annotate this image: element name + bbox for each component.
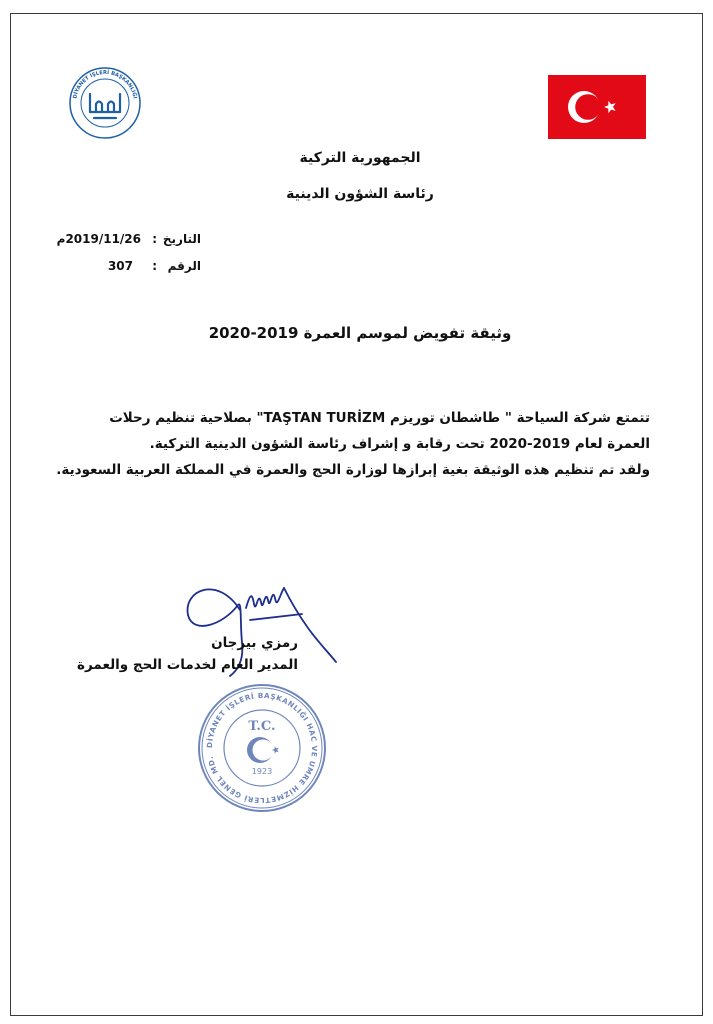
number-colon: : xyxy=(152,259,157,273)
stamp-ring-text: DİYANET İŞLERİ BAŞKANLIĞI HAC VE UMRE HİZMETLERİ GENEL MD. xyxy=(204,690,320,806)
date-label: التاريخ xyxy=(162,232,201,246)
signatory-name: رمزي بيرجان xyxy=(211,635,298,651)
presidency-heading: رئاسة الشؤون الدينية xyxy=(286,186,434,202)
diyanet-logo xyxy=(68,66,142,140)
stamp-year: 1923 xyxy=(251,767,273,776)
number-label: الرقم xyxy=(167,259,201,273)
body-line-2: العمرة لعام 2019-2020 تحت رقابة و إشراف رئاسة الشؤون الدينية التركية. xyxy=(149,436,650,452)
logo-caption: DİYANET İŞLERİ BAŞKANLIĞI xyxy=(72,69,138,100)
country-heading: الجمهورية التركية xyxy=(299,150,421,166)
signatory-role: المدير العام لخدمات الحج والعمرة xyxy=(77,657,298,673)
date-value: 2019/11/26م xyxy=(56,232,141,246)
document-title: وثيقة تفويض لموسم العمرة 2019-2020 xyxy=(208,324,512,342)
number-value: 307 xyxy=(107,259,133,273)
body-line-1: تتمتع شركة السياحة " طاشطان توريزم TAŞTAN TURİZM" بصلاحية تنظيم رحلات xyxy=(109,410,650,426)
turkish-flag xyxy=(548,75,646,139)
official-stamp xyxy=(196,682,328,814)
date-colon: : xyxy=(152,232,157,246)
stamp-center-text: T.C. xyxy=(248,719,276,734)
crescent-star-icon xyxy=(247,737,279,763)
body-line-3: ولقد تم تنظيم هذه الوثيقة بغية إبرازها لوزارة الحج والعمرة في المملكة العربية السعودية. xyxy=(56,462,650,478)
